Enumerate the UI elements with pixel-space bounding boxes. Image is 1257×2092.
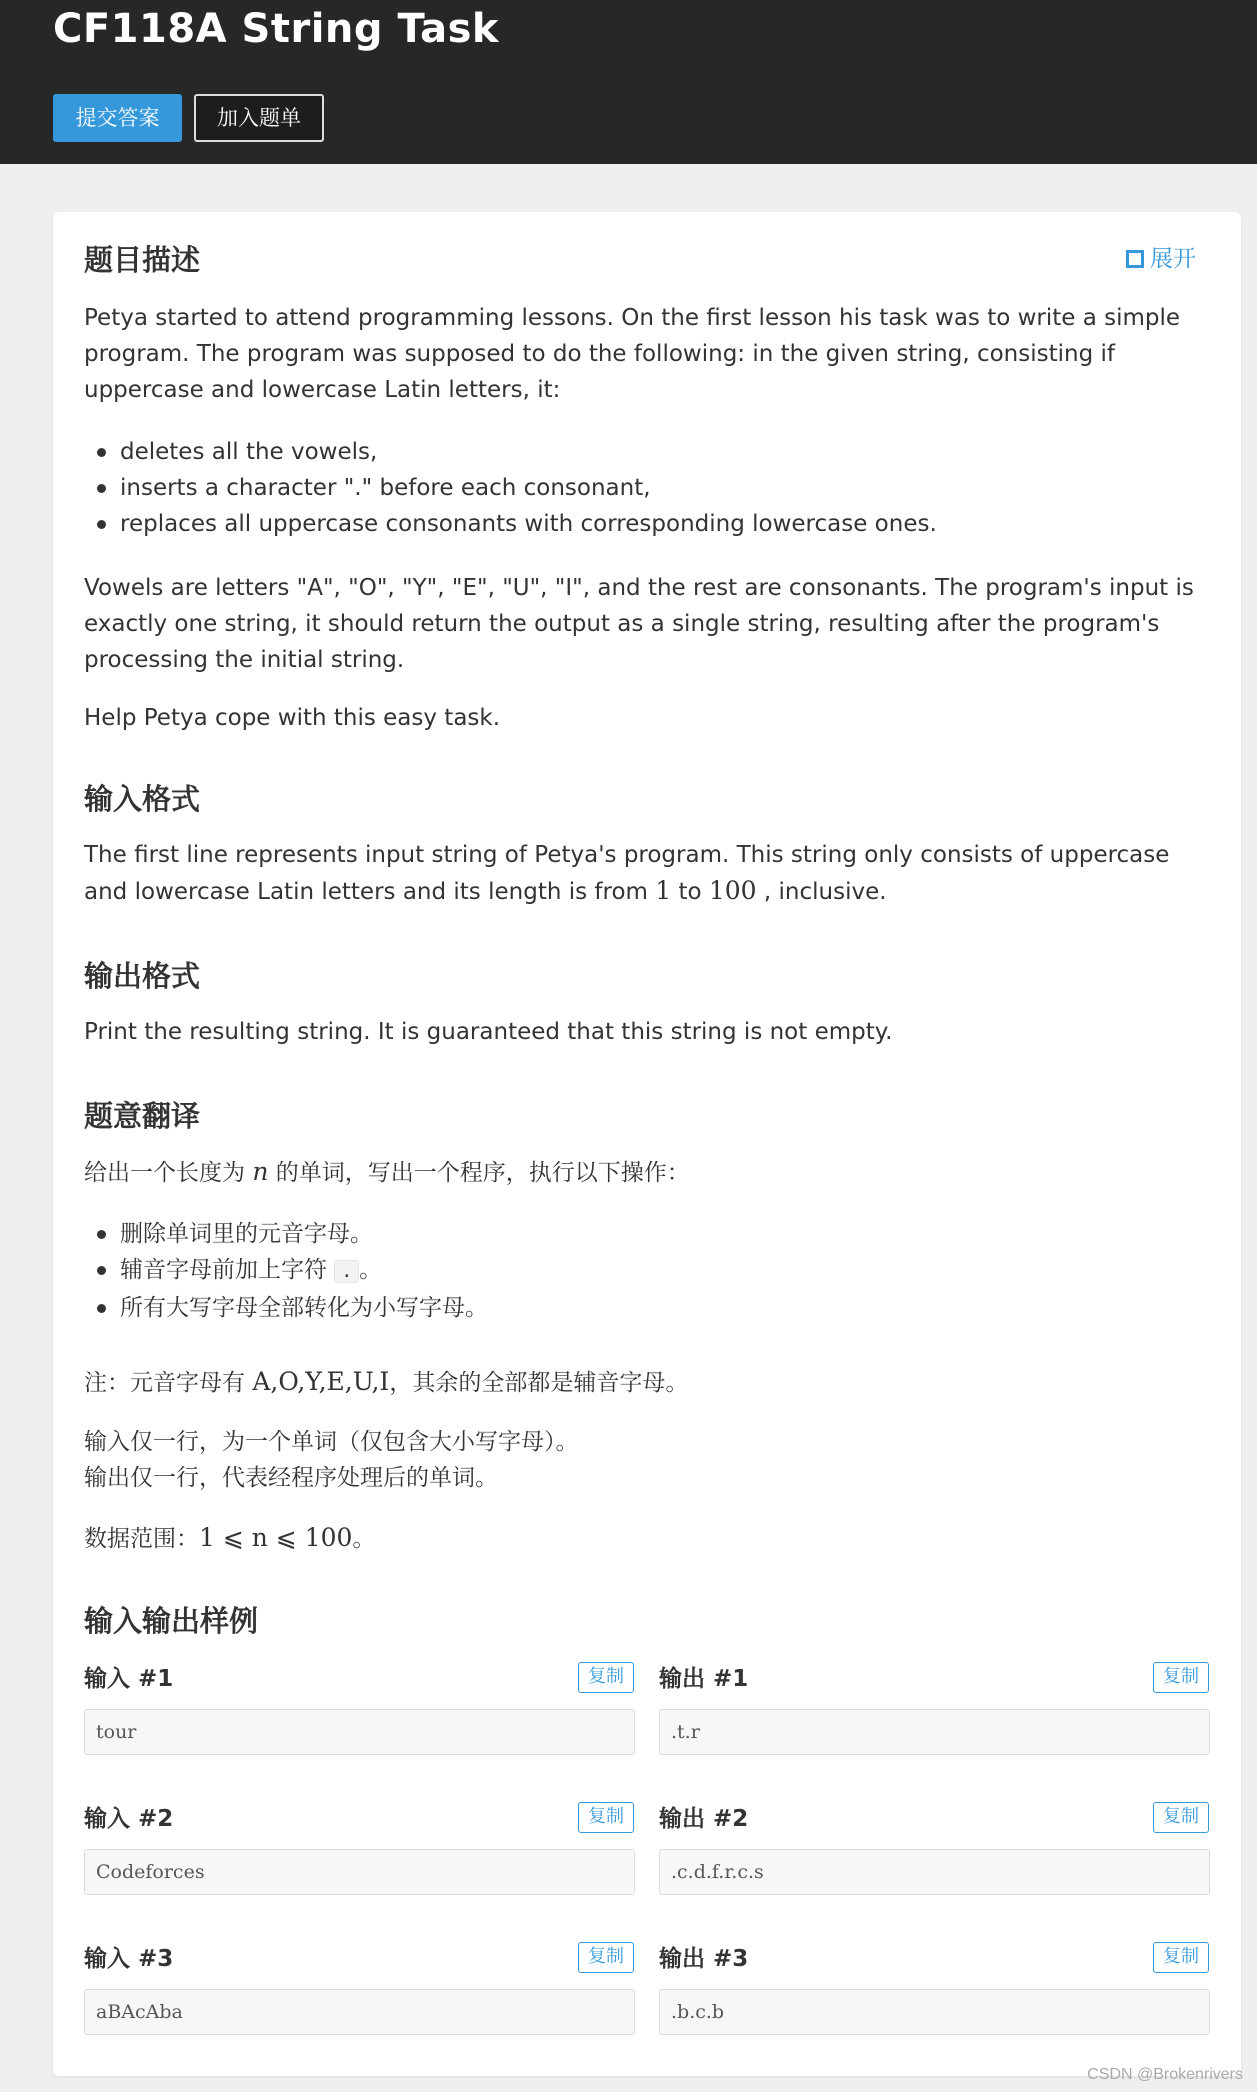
copy-output-3-button[interactable]: 复制	[1153, 1942, 1209, 1973]
problem-title: CF118A String Task	[53, 6, 499, 52]
copy-input-2-button[interactable]: 复制	[578, 1802, 634, 1833]
output-label-1: 输出 #1	[659, 1666, 749, 1692]
list-item: 辅音字母前加上字符 . 。	[84, 1252, 1209, 1290]
copy-output-2-button[interactable]: 复制	[1153, 1802, 1209, 1833]
submit-answer-button[interactable]: 提交答案	[53, 94, 182, 142]
math-max: 100	[708, 876, 757, 905]
translation-note: 注：元音字母有 A,O,Y,E,U,I，其余的全部都是辅音字母。	[84, 1367, 689, 1396]
input-format-heading: 输入格式	[84, 782, 201, 816]
description-paragraph-3: Help Petya cope with this easy task.	[84, 705, 501, 731]
copy-input-3-button[interactable]: 复制	[578, 1942, 634, 1973]
input-format-text: The first line represents input string of Petya's program. This string only consists of uppercase and lowercase Latin letters and its length is from 1 to 100 , inclusive.	[84, 842, 1170, 905]
math-range: 1 ⩽ n ⩽ 100	[199, 1523, 353, 1552]
output-label-3: 输出 #3	[659, 1946, 749, 1972]
add-to-list-button[interactable]: 加入题单	[194, 94, 324, 142]
translation-input-desc: 输入仅一行，为一个单词（仅包含大小写字母）。	[84, 1429, 579, 1455]
description-paragraph-2: Vowels are letters "A", "O", "Y", "E", "U", "I", and the rest are consonants. The program's input is exactly one string, it should return the output as a single string, resulting after the program's processing the initial string.	[84, 575, 1194, 673]
watermark: CSDN @Brokenrivers	[1087, 2066, 1243, 2083]
list-item: deletes all the vowels,	[84, 434, 1209, 470]
math-vowels: A,O,Y,E,U,I	[252, 1367, 390, 1396]
sample-output-1[interactable]: .t.r	[659, 1709, 1210, 1755]
fullscreen-icon	[1126, 250, 1144, 268]
sample-output-2[interactable]: .c.d.f.r.c.s	[659, 1849, 1210, 1895]
list-item: 删除单词里的元音字母。	[84, 1216, 1209, 1252]
list-item: 所有大写字母全部转化为小写字母。	[84, 1290, 1209, 1326]
output-format-heading: 输出格式	[84, 959, 201, 993]
input-label-1: 输入 #1	[84, 1666, 174, 1692]
description-heading: 题目描述	[84, 243, 201, 277]
description-paragraph-1: Petya started to attend programming lessons. On the first lesson his task was to write a simple program. The program was supposed to do the following: in the given string, consisting if uppercase and lowercase Latin letters, it:	[84, 305, 1181, 403]
expand-label: 展开	[1150, 246, 1196, 272]
translation-output-desc: 输出仅一行，代表经程序处理后的单词。	[84, 1465, 498, 1491]
dot-code: .	[334, 1260, 359, 1283]
sample-input-1[interactable]: tour	[84, 1709, 635, 1755]
translation-range: 数据范围：1 ⩽ n ⩽ 100。	[84, 1523, 376, 1552]
output-format-text: Print the resulting string. It is guaranteed that this string is not empty.	[84, 1019, 893, 1045]
description-list	[84, 434, 1209, 542]
page-header	[0, 0, 1257, 164]
math-min: 1	[655, 876, 672, 905]
problem-card	[53, 212, 1241, 2076]
translation-list	[84, 1216, 1209, 1326]
list-item: replaces all uppercase consonants with corresponding lowercase ones.	[84, 506, 1209, 542]
samples-heading: 输入输出样例	[84, 1604, 259, 1638]
math-n: n	[252, 1157, 269, 1186]
sample-input-2[interactable]: Codeforces	[84, 1849, 635, 1895]
sample-input-3[interactable]: aBAcAba	[84, 1989, 635, 2035]
copy-output-1-button[interactable]: 复制	[1153, 1662, 1209, 1693]
input-label-3: 输入 #3	[84, 1946, 174, 1972]
copy-input-1-button[interactable]: 复制	[578, 1662, 634, 1693]
translation-heading: 题意翻译	[84, 1099, 201, 1133]
translation-line-1: 给出一个长度为 n 的单词，写出一个程序，执行以下操作：	[84, 1157, 690, 1186]
expand-button[interactable]	[1126, 244, 1196, 274]
output-label-2: 输出 #2	[659, 1806, 749, 1832]
list-item: inserts a character "." before each consonant,	[84, 470, 1209, 506]
sample-output-3[interactable]: .b.c.b	[659, 1989, 1210, 2035]
input-label-2: 输入 #2	[84, 1806, 174, 1832]
